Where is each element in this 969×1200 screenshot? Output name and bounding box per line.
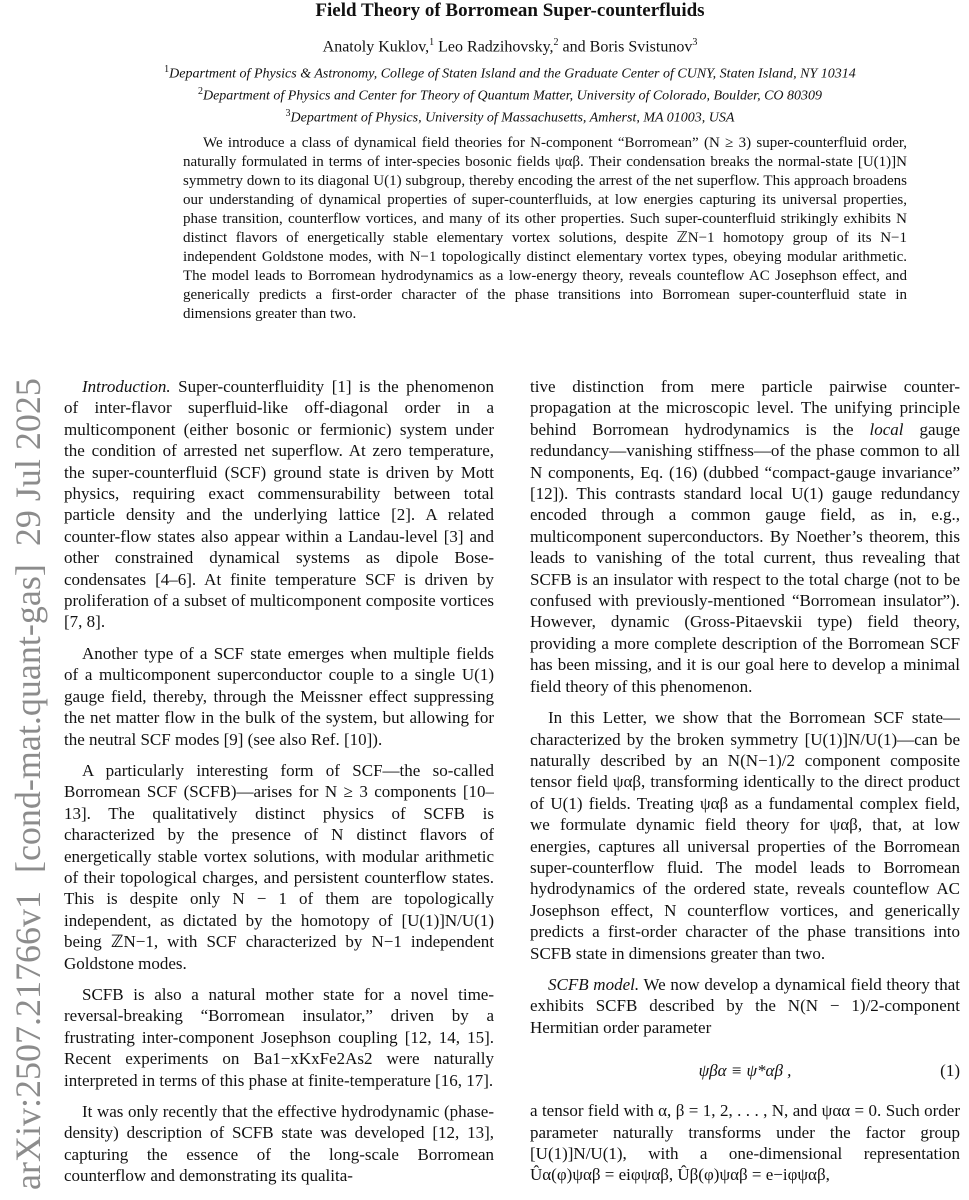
paper-title: Field Theory of Borromean Super-counterfluids <box>315 0 705 21</box>
affiliation-1: $^1$Department of Physics & Astronomy, College of Staten Island and the Graduate Center of CUNY, Staten Island, NY 10314 <box>164 64 856 82</box>
paragraph: In this Letter, we show that the Borromean SCF state—characterized by the broken symmetry [U(1)]N/U(1)—can be naturally described by an N(N−1)/2 component composite tensor field ψαβ, transforming identically to the direct product of U(1) fields. Treating ψαβ as a fundamental complex field, we formulate dynamic field theory for ψαβ, that, at low energies, captures all universal properties of the Borromean super-counterflow fluid. The model leads to Borromean hydrodynamics of the ordered state, reveals counteflow AC Josephson effect, N counterflow vortices, and generically predicts a first-order character of the phase transitions into SCFB state in dimensions greater than two. <box>530 708 960 963</box>
equation-expression: ψβα ≡ ψ*αβ , <box>698 1061 792 1081</box>
paragraph-continued: tive distinction from mere particle pairwise counter-propagation at the microscopic level. The unifying principle behind Borromean hydrodynamics is the local gauge redundancy—vanishing stiffness—of the phase common to all N components, Eq. (16) (dubbed “compact-gauge invariance” [12]). This contrasts standard local U(1) gauge redundancy encoded through a common gauge field, as in, e.g., multicomponent superconductors. By Noether’s theorem, this leads to vanishing of the total current, thus revealing that SCFB is an insulator with respect to the total charge (not to be confused with previously-mentioned “Borromean insulator”). However, dynamic (Gross-Pitaevskii type) field theory, providing a more complete description of the Borromean SCF has been missing, and it is our goal here to develop a minimal field theory of this phenomenon. <box>530 377 960 696</box>
affiliation-3: $^3$Department of Physics, University of Massachusetts, Amherst, MA 01003, USA <box>285 107 735 126</box>
arxiv-identifier-stamp[interactable]: arXiv:2507.21766v1 [cond-mat.quant-gas] 29 Jul 2025 <box>8 378 48 1190</box>
author-affil-mark: 3 <box>692 37 698 48</box>
author-affil-mark: 2 <box>553 37 559 48</box>
affiliation-list <box>60 61 960 126</box>
author-kuklov: Anatoly Kuklov, <box>322 38 430 56</box>
author-svistunov: Boris Svistunov <box>589 38 693 56</box>
abstract: We introduce a class of dynamical field theories for N-component “Borromean” (N ≥ 3) super-counterfluid order, naturally formulated in terms of inter-species bosonic fields ψαβ. Their condensation breaks the normal-state [U(1)]N symmetry down to its diagonal U(1) subgroup, thereby encoding the arrest of the net superflow. This approach broadens our understanding of dynamical properties of super-counterfluids, at low energies capturing its universal properties, phase transition, counterflow vortices, and many of its other properties. Such super-counterfluid strikingly exhibits N distinct flavors of energetically stable elementary vortex solutions, despite ℤN−1 homotopy group of its N−1 independent Goldstone modes, with N−1 topologically distinct elementary vortex types, obeying modular arithmetic. The model leads to Borromean hydrodynamics as a low-energy theory, reveals counteflow AC Josephson effect, and generically predicts a first-order character of the phase transitions into Borromean super-counterfluid state in dimensions greater than two. <box>183 135 907 322</box>
author-conjunction: and <box>562 38 586 56</box>
paragraph: a tensor field with α, β = 1, 2, . . . , N, and ψαα = 0. Such order parameter naturally transforms under the factor group [U(1)]N/U(1), with a one-dimensional representation Ûα(φ)ψαβ = eiφψαβ, Ûβ(φ)ψαβ = e−iφψαβ, <box>530 1101 960 1185</box>
equation-number: (1) <box>940 1061 960 1081</box>
paragraph: A particularly interesting form of SCF—the so-called Borromean SCF (SCFB)—arises for N ≥ 3 components [10–13]. The qualitatively distinct physics of SCFB is characterized by the presence of N distinct flavors of energetically stable vortex solutions, with modular arithmetic of their topological charges, and persistent counterflow states. This is despite only N − 1 of them are topologically independent, as dictated by the homotopy of [U(1)]N/U(1) being ℤN−1, with SCF characterized by N−1 independent Goldstone modes. <box>64 760 494 973</box>
author-list <box>60 37 960 56</box>
left-column <box>64 376 494 1200</box>
section-heading-model: SCFB model. <box>548 974 640 994</box>
paragraph: Another type of a SCF state emerges when multiple fields of a multicomponent superconductor couple to a single U(1) gauge field, thereby, through the Meissner effect suppressing the net matter flow in the bulk of the system, but allowing for the neutral SCF modes [9] (see also Ref. [10]). <box>64 643 494 749</box>
author-radzihovsky: Leo Radzihovsky, <box>438 38 554 56</box>
affiliation-2: $^2$Department of Physics and Center for Theory of Quantum Matter, University of Colorado, Boulder, CO 80309 <box>197 85 823 104</box>
author-affil-mark: 1 <box>429 37 435 48</box>
paragraph: It was only recently that the effective hydrodynamic (phase-density) description of SCFB state was developed [12, 13], capturing the essence of the long-scale Borromean counterflow and demonstrating its qualita- <box>64 1102 494 1186</box>
paragraph: SCFB is also a natural mother state for a novel time-reversal-breaking “Borromean insulator,” driven by a frustrating inter-component Josephson coupling [12, 14, 15]. Recent experiments on Ba1−xKxFe2As2 were naturally interpreted in terms of this phase at finite-temperature [16, 17]. <box>64 984 494 1090</box>
emphasis-local: local <box>869 419 904 439</box>
equation-1 <box>530 1048 960 1092</box>
paragraph-introduction: Introduction. Super-counterfluidity [1] is the phenomenon of inter-flavor superfluid-like off-diagonal order in a multicomponent (either bosonic or fermionic) system under the condition of arrested net superflow. At zero temperature, the super-counterfluid (SCF) ground state is driven by Mott physics, requiring exact commensurability between total particle density and the underlying lattice [2]. A related counter-flow states also appear within a Landau-level [3] and other constrained dynamical systems as dipole Bose-condensates [4–6]. At finite temperature SCF is driven by proliferation of a subset of multicomponent composite vortices [7, 8]. <box>64 377 494 632</box>
right-column <box>530 376 960 1200</box>
paragraph-model: SCFB model. We now develop a dynamical field theory that exhibits SCFB described by the N(N − 1)/2-component Hermitian order parameter <box>530 974 960 1037</box>
paper-header <box>60 0 960 126</box>
section-heading-introduction: Introduction. <box>82 377 171 396</box>
